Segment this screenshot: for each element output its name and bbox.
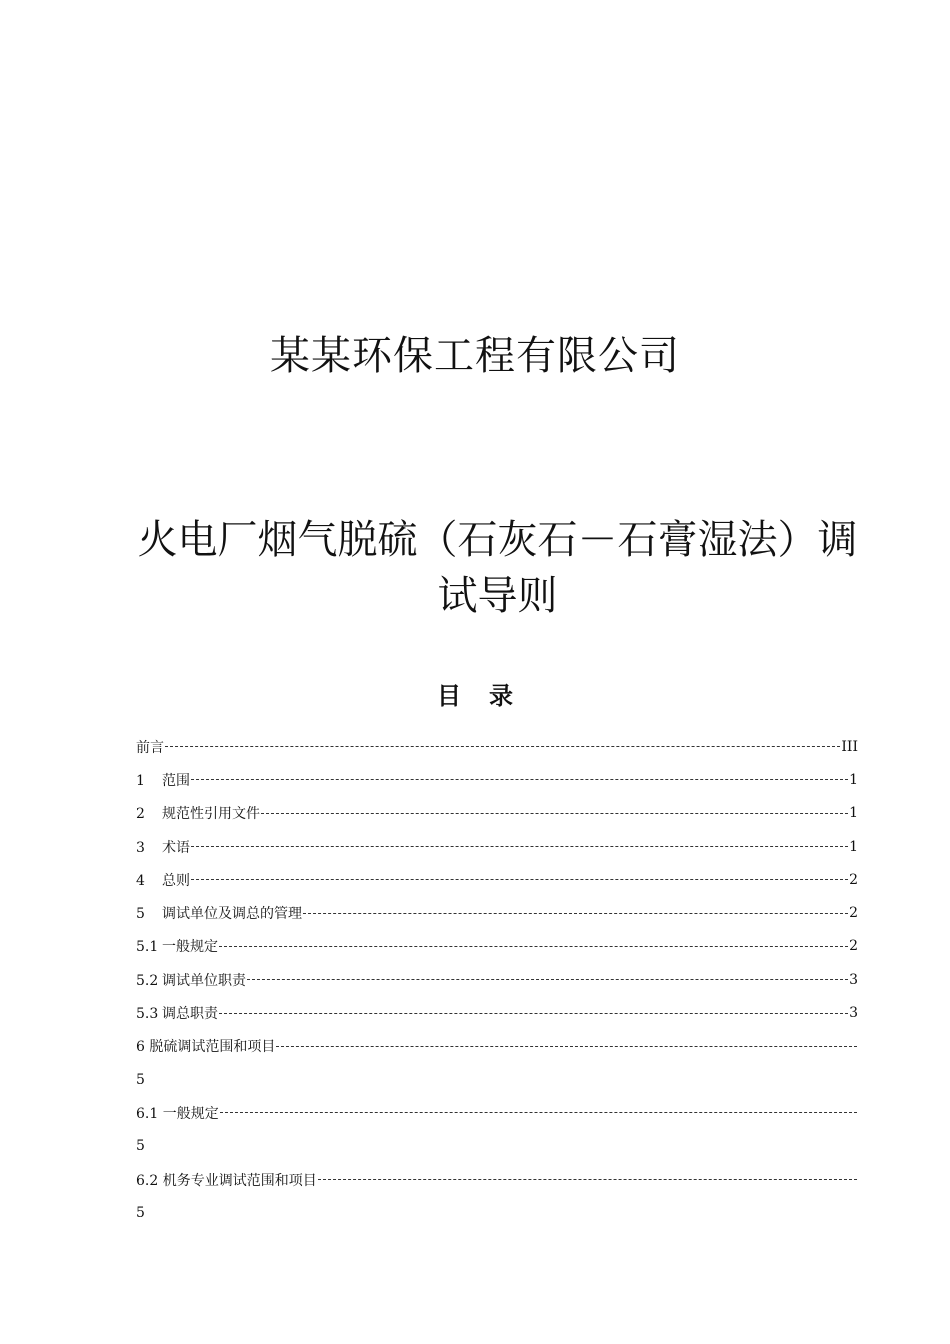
toc-leader [276,1046,857,1047]
toc-leader [219,1013,848,1014]
toc-entry-page: 2 [849,938,858,955]
toc-leader [247,979,848,980]
toc-entry-number: 5 [136,906,145,923]
toc-entry-page: 1 [849,805,858,822]
toc-entry-number: 4 [136,872,145,889]
toc-entry-page: 3 [849,1005,858,1022]
toc-entry[interactable] [136,830,858,863]
toc-entry-page: III [841,738,858,755]
toc-entry-page: 3 [849,971,858,988]
toc-entry[interactable] [136,1163,858,1196]
document-title-line-1: 火电厂烟气脱硫（石灰石－石膏湿法）调 [137,517,858,563]
toc-leader [318,1179,857,1180]
toc-entry-label: 6.2 机务专业调试范围和项目 [136,1172,317,1189]
toc-entry-page-wrapped: 5 [136,1138,145,1155]
toc-entry-label: 6 脱硫调试范围和项目 [136,1039,276,1056]
toc-entry-number: 5.3 [136,1006,159,1023]
toc-entry-label: 6.1 一般规定 [136,1105,219,1122]
toc-leader [219,946,848,947]
toc-entry[interactable] [136,1030,858,1063]
toc-heading: 目录 [437,682,541,710]
toc-entry[interactable] [136,797,858,830]
toc-entry[interactable] [136,863,858,896]
document-title [125,512,870,624]
toc-entry-label: 1 范围 [136,772,190,789]
toc-leader [220,1112,857,1113]
toc-entry-number: 2 [136,806,145,823]
toc-entry-page: 2 [849,905,858,922]
toc-leader [191,879,848,880]
toc-entry-number: 3 [136,839,145,856]
toc-leader [261,813,848,814]
toc-entry[interactable] [136,1096,858,1129]
toc-leader [165,746,840,747]
toc-entry-page: 1 [849,838,858,855]
toc-entry[interactable] [136,763,858,796]
toc-entry-number: 1 [136,772,145,789]
toc-entry[interactable] [136,896,858,929]
document-title-line-2: 试导则 [437,573,558,619]
toc-entry-label: 3 术语 [136,839,190,856]
toc-entry-label: 5.3 调总职责 [136,1006,218,1023]
toc-entry[interactable] [136,730,858,763]
company-name: 某某环保工程有限公司 [270,333,680,379]
toc-entry[interactable] [136,930,858,963]
toc-entry-label: 5 调试单位及调总的管理 [136,906,302,923]
toc-leader [191,846,848,847]
toc-entry[interactable] [136,996,858,1029]
toc-entry-label: 4 总则 [136,872,190,889]
toc-entry-number: 5.2 [136,972,159,989]
toc-entry-label: 5.1 一般规定 [136,939,218,956]
toc-leader [191,779,848,780]
toc-entry-page: 1 [849,771,858,788]
toc-entry-number: 5.1 [136,939,159,956]
toc-entry-page: 2 [849,871,858,888]
toc-entry-label: 前言 [136,739,164,756]
toc-entry-page-wrapped: 5 [136,1204,145,1221]
table-of-contents [136,730,858,1229]
toc-entry[interactable] [136,963,858,996]
toc-entry-page-wrapped: 5 [136,1071,145,1088]
toc-leader [303,913,848,914]
toc-entry-label: 2 规范性引用文件 [136,806,260,823]
toc-entry-label: 5.2 调试单位职责 [136,972,246,989]
